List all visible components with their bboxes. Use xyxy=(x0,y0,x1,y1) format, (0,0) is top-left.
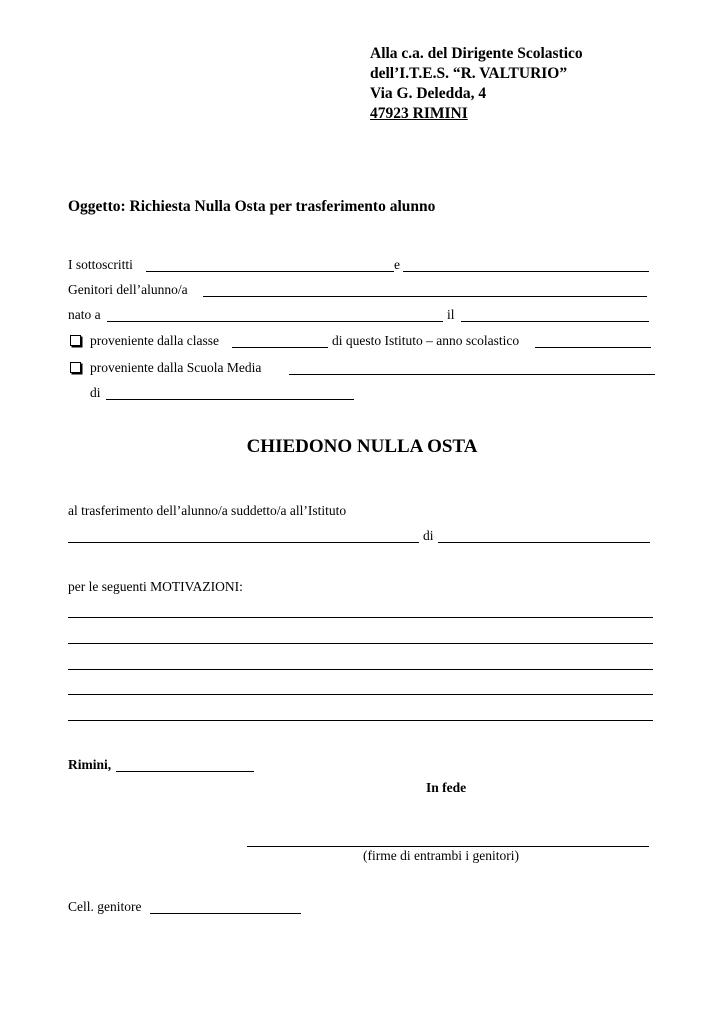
istituto-field[interactable] xyxy=(68,542,419,543)
classe-prefix-label: proveniente dalla classe xyxy=(90,333,219,348)
signature-field[interactable] xyxy=(247,846,649,847)
motivazioni-line[interactable] xyxy=(68,694,653,695)
scuola-media-checkbox[interactable] xyxy=(70,362,81,373)
transfer-intro: al trasferimento dell’alunno/a suddetto/a all’Istituto xyxy=(68,503,347,518)
alunno-name-field[interactable] xyxy=(203,296,647,297)
scuola-media-field[interactable] xyxy=(289,374,655,375)
anno-scolastico-field[interactable] xyxy=(535,347,651,348)
sottoscritto-1-field[interactable] xyxy=(146,271,394,272)
il-label: il xyxy=(447,307,455,322)
e-label: e xyxy=(394,257,400,272)
classe-checkbox[interactable] xyxy=(70,335,81,346)
motivazioni-label: per le seguenti MOTIVAZIONI: xyxy=(68,579,243,594)
in-fede-label: In fede xyxy=(426,780,467,795)
birthdate-field[interactable] xyxy=(461,321,649,322)
classe-field[interactable] xyxy=(232,347,328,348)
subject-line: Oggetto: Richiesta Nulla Osta per trasferimento alunno xyxy=(68,198,436,215)
transfer-di-label: di xyxy=(423,528,434,543)
classe-mid-label: di questo Istituto – anno scolastico xyxy=(332,333,520,348)
recipient-line-4: 47923 RIMINI xyxy=(370,105,468,122)
birthplace-field[interactable] xyxy=(107,321,443,322)
phone-label: Cell. genitore xyxy=(68,899,142,914)
motivazioni-line[interactable] xyxy=(68,617,653,618)
recipient-line-3: Via G. Deledda, 4 xyxy=(370,85,487,102)
sottoscritti-label: I sottoscritti xyxy=(68,257,133,272)
genitori-label: Genitori dell’alunno/a xyxy=(68,282,188,297)
motivazioni-line[interactable] xyxy=(68,720,653,721)
nato-label: nato a xyxy=(68,307,101,322)
phone-field[interactable] xyxy=(150,913,301,914)
scuola-media-label: proveniente dalla Scuola Media xyxy=(90,360,262,375)
motivazioni-line[interactable] xyxy=(68,643,653,644)
place-label: Rimini, xyxy=(68,757,112,772)
motivazioni-line[interactable] xyxy=(68,669,653,670)
sottoscritto-2-field[interactable] xyxy=(403,271,649,272)
request-title: CHIEDONO NULLA OSTA xyxy=(246,436,478,457)
date-field[interactable] xyxy=(116,771,254,772)
di-label: di xyxy=(90,385,101,400)
scuola-media-city-field[interactable] xyxy=(106,399,354,400)
signature-caption: (firme di entrambi i genitori) xyxy=(363,848,519,863)
recipient-line-1: Alla c.a. del Dirigente Scolastico xyxy=(370,45,583,62)
istituto-city-field[interactable] xyxy=(438,542,650,543)
recipient-line-2: dell’I.T.E.S. “R. VALTURIO” xyxy=(370,65,568,82)
